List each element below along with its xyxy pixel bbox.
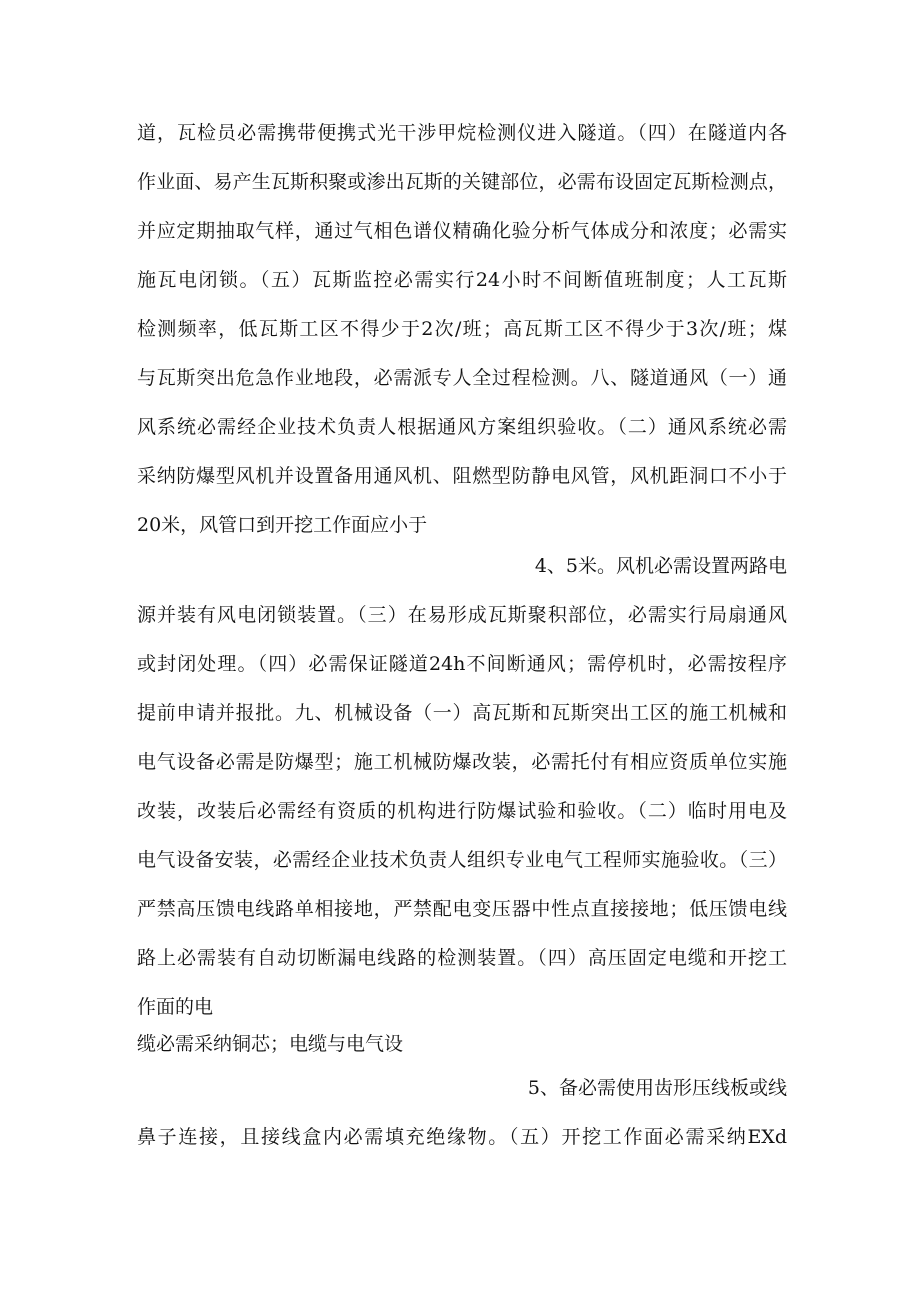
text-line: 检测频率，低瓦斯工区不得少于2次/班；高瓦斯工区不得少于3次/班；煤 bbox=[137, 318, 787, 340]
text-line: 鼻子连接，且接线盒内必需填充绝缘物。（五）开挖工作面必需采纳EXd bbox=[137, 1126, 787, 1148]
paragraph-c bbox=[137, 1021, 787, 1067]
text-line: 作业面、易产生瓦斯积聚或渗出瓦斯的关键部位，必需布设固定瓦斯检测点， bbox=[137, 171, 787, 193]
text-line: 改装，改装后必需经有资质的机构进行防爆试验和验收。（二）临时用电及 bbox=[137, 800, 787, 822]
text-line: 道，瓦检员必需携带便携式光干涉甲烷检测仪进入隧道。（四）在隧道内各 bbox=[137, 122, 787, 144]
text-line: 路上必需装有自动切断漏电线路的检测装置。（四）高压固定电缆和开挖工 bbox=[137, 947, 787, 969]
text-line: 采纳防爆型风机并设置备用通风机、阻燃型防静电风管，风机距洞口不小于 bbox=[137, 465, 787, 487]
text-line: 作面的电 bbox=[137, 996, 214, 1018]
text-line: 并应定期抽取气样，通过气相色谱仪精确化验分析气体成分和浓度；必需实 bbox=[137, 220, 787, 242]
text-line: 源并装有风电闭锁装置。（三）在易形成瓦斯聚积部位，必需实行局扇通风 bbox=[137, 604, 787, 626]
text-line: 施瓦电闭锁。（五）瓦斯监控必需实行24小时不间断值班制度；人工瓦斯 bbox=[137, 269, 787, 291]
text-line: 20米，风管口到开挖工作面应小于 bbox=[137, 514, 428, 536]
text-line: 电气设备必需是防爆型；施工机械防爆改装，必需托付有相应资质单位实施 bbox=[137, 751, 787, 773]
paragraph-d bbox=[137, 1064, 787, 1162]
text-line: 缆必需采纳铜芯；电缆与电气设 bbox=[137, 1033, 404, 1055]
text-line: 5、备必需使用齿形压线板或线 bbox=[527, 1077, 787, 1099]
text-line: 与瓦斯突出危急作业地段，必需派专人全过程检测。八、隧道通风（一）通 bbox=[137, 367, 787, 389]
text-line: 风系统必需经企业技术负责人根据通风方案组织验收。（二）通风系统必需 bbox=[137, 416, 787, 438]
text-line: 4、5米。风机必需设置两路电 bbox=[534, 555, 787, 577]
text-line: 严禁高压馈电线路单相接地，严禁配电变压器中性点直接接地；低压馈电线 bbox=[137, 898, 787, 920]
text-line: 或封闭处理。（四）必需保证隧道24h不间断通风；需停机时，必需按程序 bbox=[137, 653, 787, 675]
text-line: 电气设备安装，必需经企业技术负责人组织专业电气工程师实施验收。（三） bbox=[137, 849, 787, 871]
text-line: 提前申请并报批。九、机械设备（一）高瓦斯和瓦斯突出工区的施工机械和 bbox=[137, 702, 787, 724]
paragraph-b bbox=[137, 542, 787, 1032]
paragraph-a bbox=[137, 109, 787, 550]
